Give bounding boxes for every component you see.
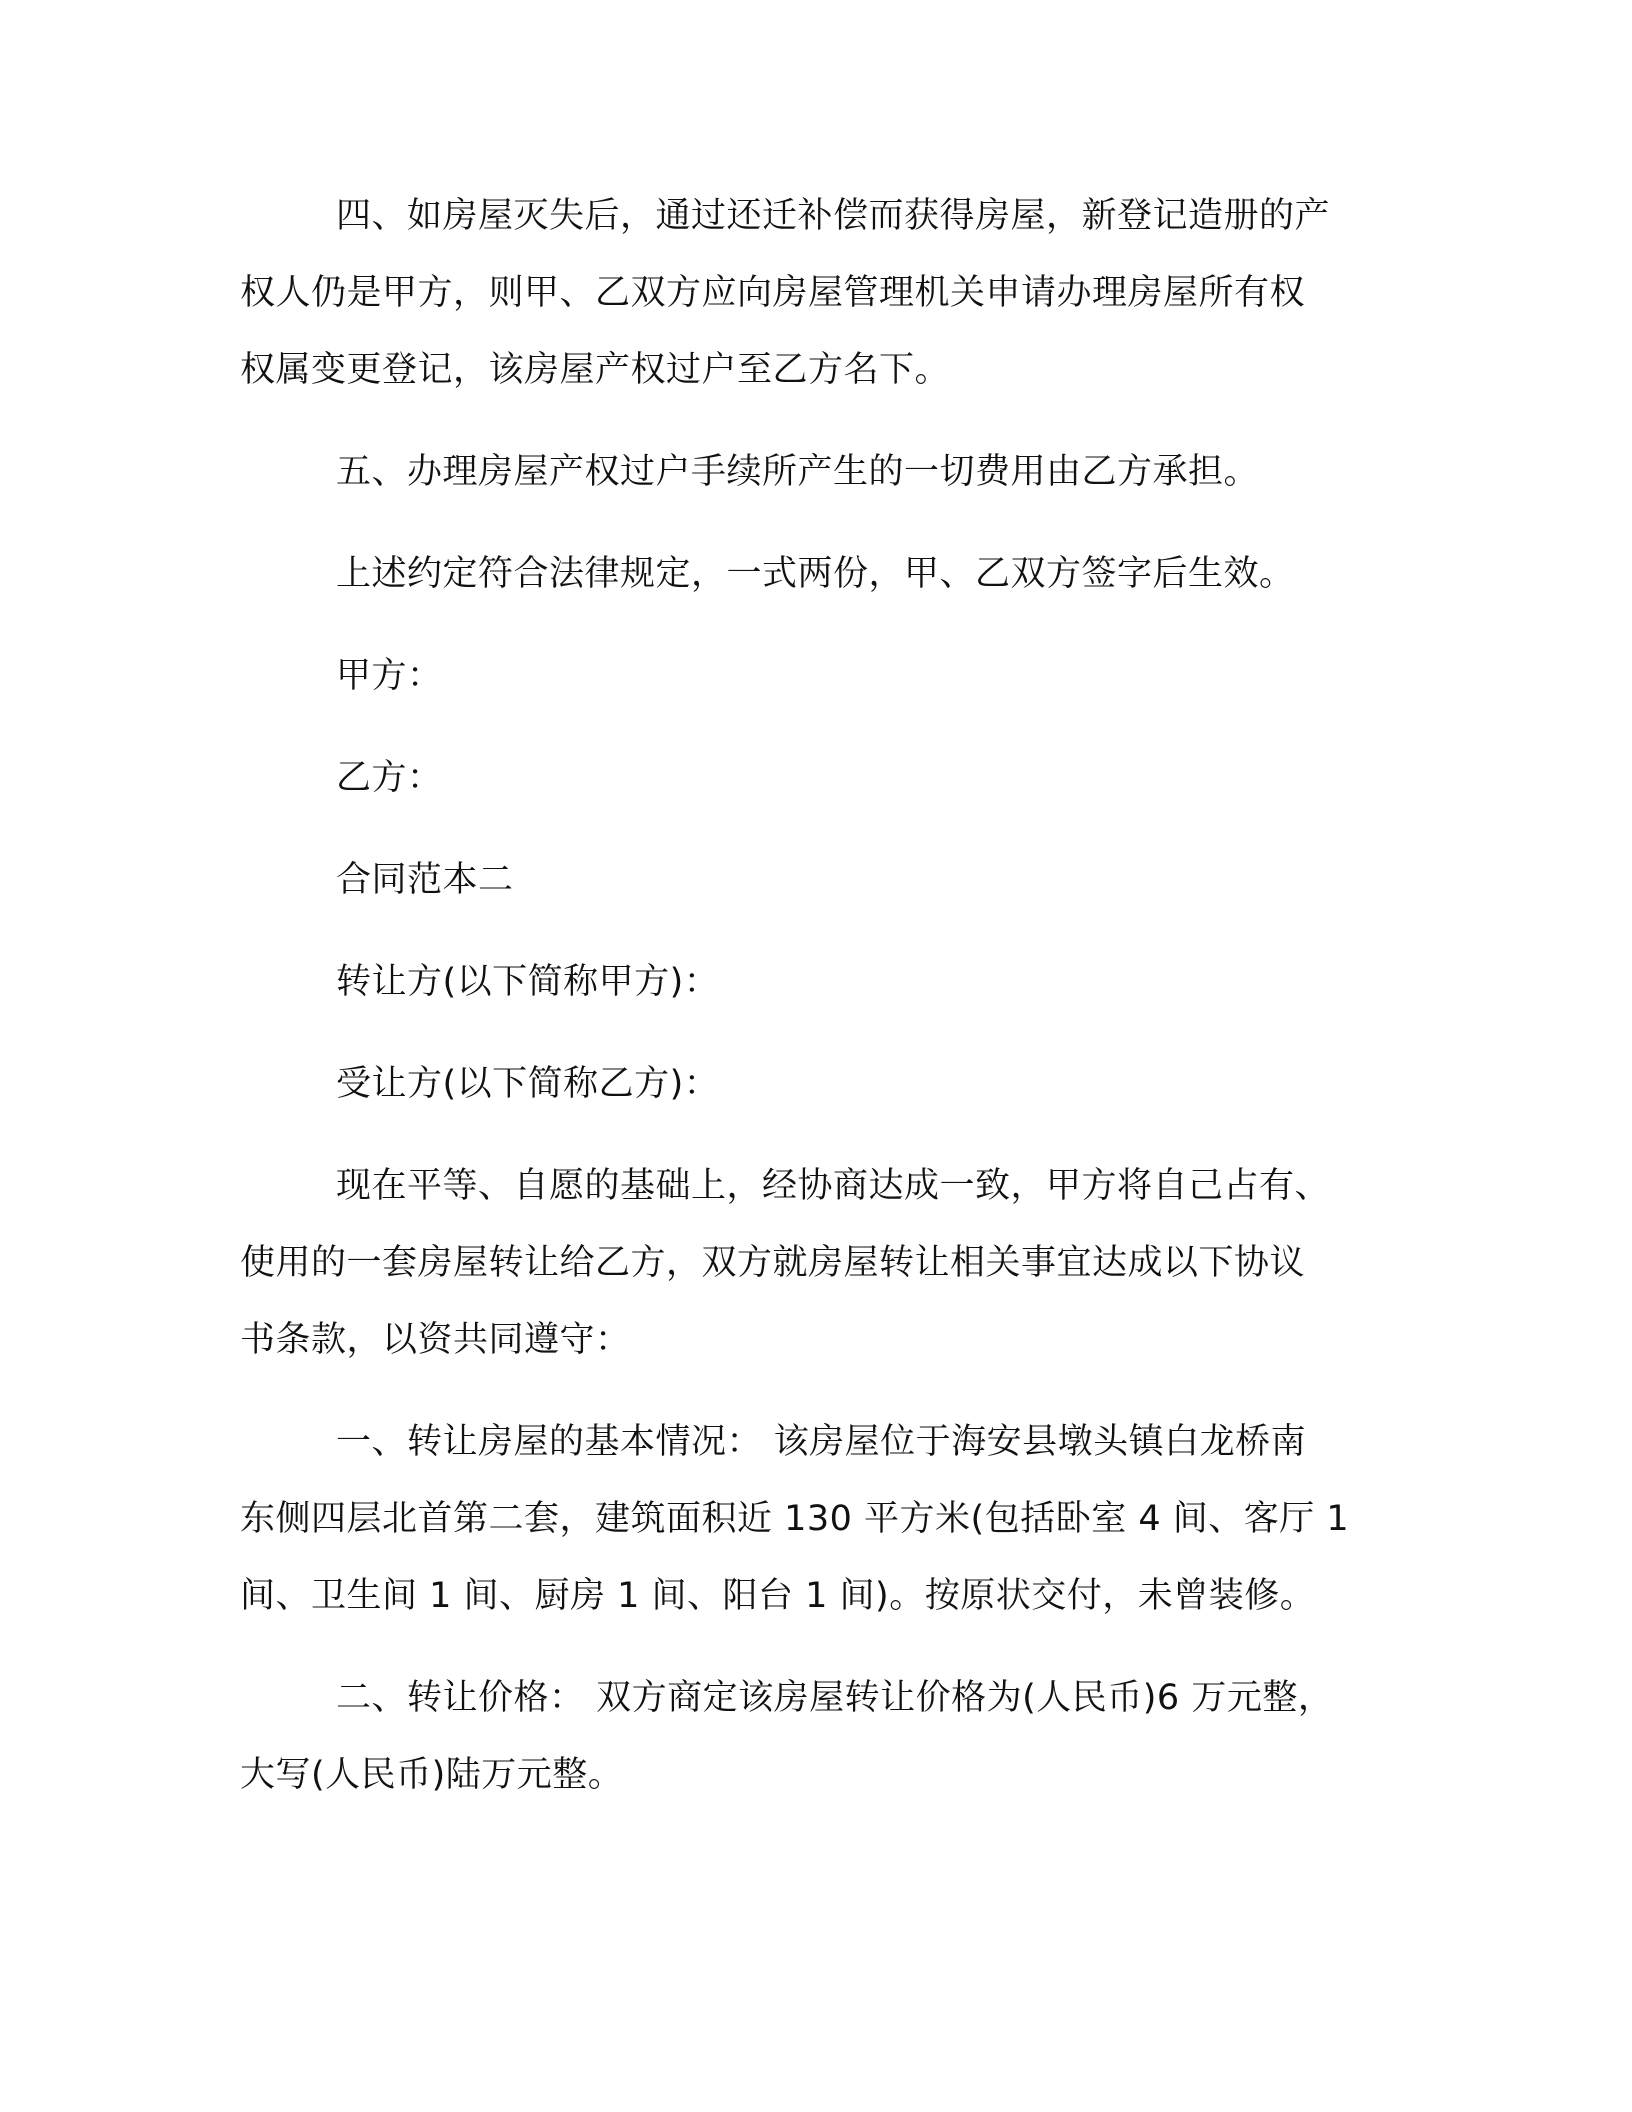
text-line: 间、卫生间 1 间、厨房 1 间、阳台 1 间)。按原状交付，未曾装修。 — [240, 1576, 1316, 1616]
clause-one-property-info — [240, 1404, 1380, 1635]
text-line: 一、转让房屋的基本情况： 该房屋位于海安县墩头镇白龙桥南 — [336, 1422, 1307, 1462]
clause-five — [240, 434, 1380, 511]
preamble-paragraph — [240, 1148, 1380, 1379]
clause-four — [240, 178, 1380, 409]
transferee-line — [240, 1046, 1380, 1123]
text-line: 权属变更登记，该房屋产权过户至乙方名下。 — [240, 350, 951, 390]
transferor-line — [240, 944, 1380, 1021]
validity-statement — [240, 536, 1380, 613]
text-line: 权人仍是甲方，则甲、乙双方应向房屋管理机关申请办理房屋所有权 — [240, 273, 1306, 313]
clause-two-price — [240, 1660, 1380, 1814]
text-line: 使用的一套房屋转让给乙方，双方就房屋转让相关事宜达成以下协议 — [240, 1243, 1306, 1283]
party-b-signature-line — [240, 740, 1380, 817]
text-line: 甲方： — [336, 656, 443, 696]
text-line: 受让方(以下简称乙方)： — [336, 1064, 720, 1104]
text-line: 转让方(以下简称甲方)： — [336, 962, 720, 1002]
text-line: 四、如房屋灭失后，通过还迁补偿而获得房屋，新登记造册的产 — [336, 196, 1331, 236]
text-line: 书条款，以资共同遵守： — [240, 1320, 631, 1360]
text-line: 二、转让价格： 双方商定该房屋转让价格为(人民币)6 万元整， — [336, 1678, 1334, 1718]
contract-sample-heading — [240, 842, 1380, 919]
text-line: 上述约定符合法律规定，一式两份，甲、乙双方签字后生效。 — [336, 554, 1295, 594]
text-line: 乙方： — [336, 758, 443, 798]
text-line: 合同范本二 — [336, 860, 514, 900]
text-line: 五、办理房屋产权过户手续所产生的一切费用由乙方承担。 — [336, 452, 1260, 492]
party-a-signature-line — [240, 638, 1380, 715]
text-line: 东侧四层北首第二套，建筑面积近 130 平方米(包括卧室 4 间、客厅 1 — [240, 1499, 1350, 1539]
text-line: 大写(人民币)陆万元整。 — [240, 1755, 624, 1795]
text-line: 现在平等、自愿的基础上，经协商达成一致，甲方将自己占有、 — [336, 1166, 1331, 1206]
